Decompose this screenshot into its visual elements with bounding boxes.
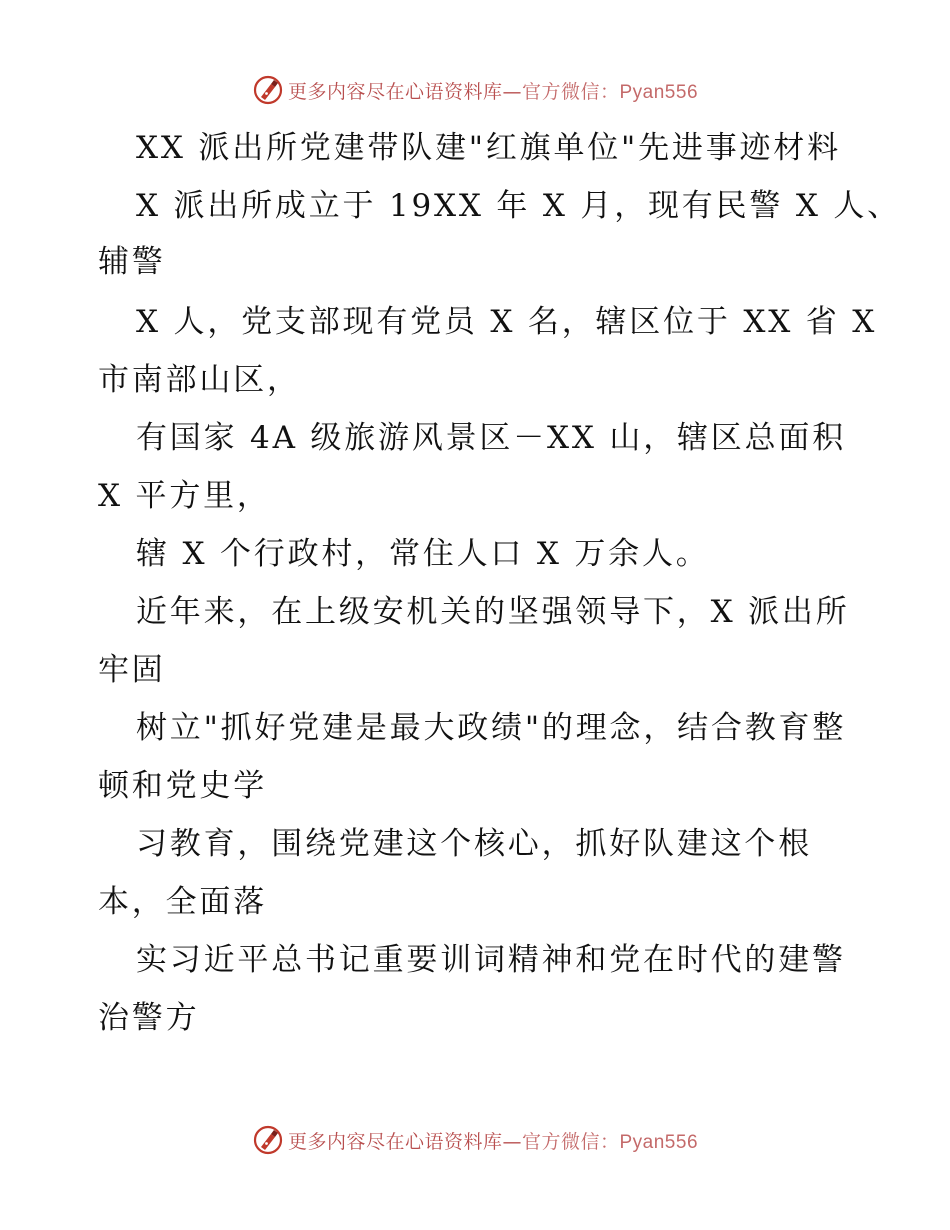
document-title: XX 派出所党建带队建"红旗单位"先进事迹材料: [136, 130, 841, 166]
banner-main-text: 更多内容尽在心语资料库: [287, 80, 503, 103]
paragraph-line: 顿和党史学: [98, 768, 267, 804]
paragraph-line: 辖 X 个行政村，常住人口 X 万余人。: [136, 536, 710, 572]
paragraph-line: 辅警: [98, 244, 166, 280]
banner-separator: —: [502, 1130, 522, 1153]
paragraph-line: 近年来，在上级安机关的坚强领导下，X 派出所: [136, 594, 850, 630]
banner-main-text: 更多内容尽在心语资料库: [287, 1130, 503, 1153]
paragraph-line: X 人，党支部现有党员 X 名，辖区位于 XX 省 X: [136, 304, 878, 340]
paragraph-line: X 平方里，: [98, 478, 271, 514]
paragraph-line: 实习近平总书记重要训词精神和党在时代的建警: [136, 942, 846, 978]
footer-banner: [0, 1120, 950, 1160]
pen-nib-logo-icon: [252, 74, 284, 106]
paragraph-line: 治警方: [98, 1000, 200, 1036]
paragraph-line: 市南部山区，: [98, 362, 301, 398]
paragraph-line: 树立"抓好党建是最大政绩"的理念，结合教育整: [136, 710, 847, 746]
banner-wechat-id: Pyan556: [619, 1131, 699, 1153]
banner-wechat-id: Pyan556: [619, 81, 699, 103]
paragraph-line: 本，全面落: [98, 884, 267, 920]
banner-separator: —: [502, 80, 522, 103]
banner-text: [288, 77, 698, 104]
header-banner: [0, 70, 950, 110]
banner-wechat-label: 官方微信：: [521, 80, 620, 103]
paragraph-line: 牢固: [98, 652, 166, 688]
banner-wechat-label: 官方微信：: [521, 1130, 620, 1153]
banner-text: [288, 1127, 698, 1154]
pen-nib-logo-icon: [252, 1124, 284, 1156]
paragraph-line: 习教育，围绕党建这个核心，抓好队建这个根: [136, 826, 812, 862]
paragraph-line: 有国家 4A 级旅游风景区－XX 山，辖区总面积: [136, 420, 847, 456]
paragraph-line: X 派出所成立于 19XX 年 X 月，现有民警 X 人、: [136, 188, 901, 224]
